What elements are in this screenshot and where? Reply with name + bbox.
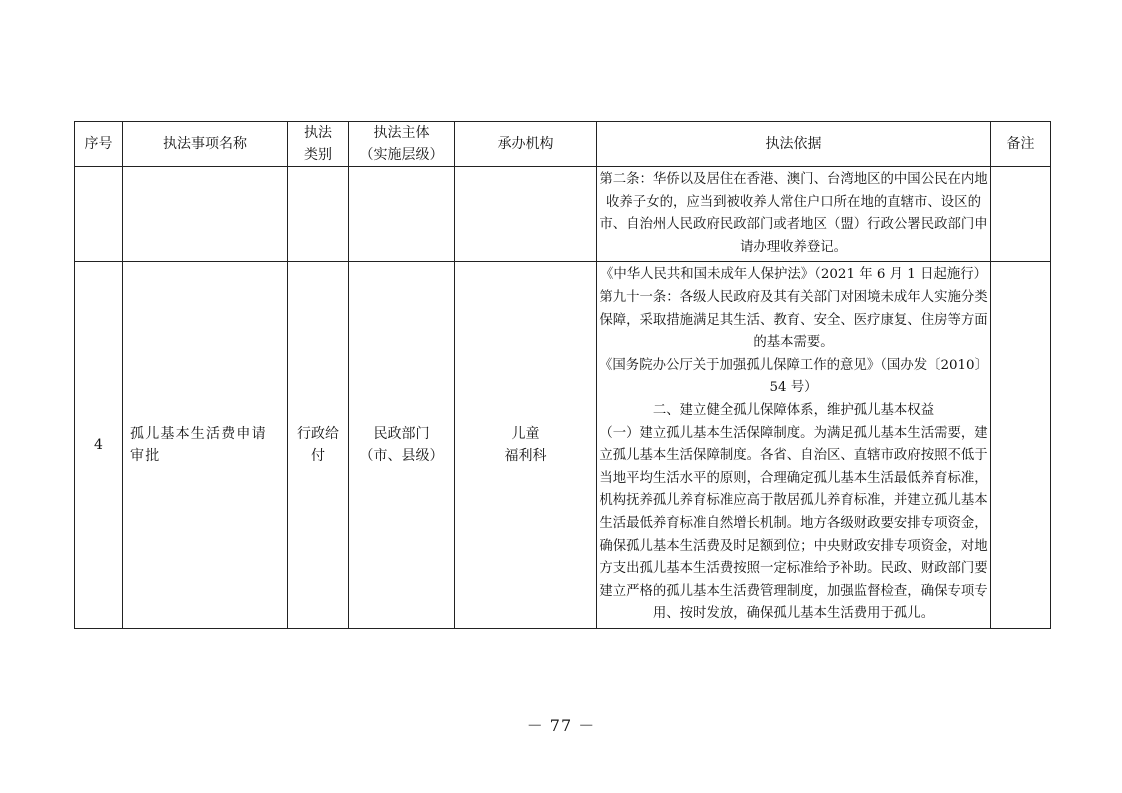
basis-paragraph: 第二条：华侨以及居住在香港、澳门、台湾地区的中国公民在内地收养子女的，应当到被收养人常住户口所在地的直辖市、设区的市、自治州人民政府民政部门或者地区（盟）行政公署民政部门申请办理收养登记。 — [599, 172, 988, 255]
header-subject — [349, 122, 455, 167]
subject-line2: （市、县级） — [359, 448, 444, 465]
basis-paragraph-article-91: 第九十一条：各级人民政府及其有关部门对困境未成年人实施分类保障，采取措施满足其生活、教育、安全、医疗康复、住房等方面的基本需要。 — [599, 289, 988, 351]
header-basis: 执法依据 — [597, 122, 991, 167]
cell-basis — [597, 262, 991, 629]
basis-paragraph-section-2: 二、建立健全孤儿保障体系，维护孤儿基本权益 — [652, 402, 935, 418]
department-line2: 福利科 — [504, 448, 547, 465]
header-item-name: 执法事项名称 — [123, 122, 288, 167]
cell-item-name: 孤儿基本生活费申请审批 — [123, 262, 288, 629]
header-remark: 备注 — [991, 122, 1051, 167]
cell-remark — [991, 262, 1051, 629]
enforcement-items-table — [74, 121, 1051, 629]
table-row-4 — [75, 262, 1051, 629]
department-line1: 儿童 — [511, 426, 540, 443]
table-row-continuation — [75, 167, 1051, 262]
cell-subject-empty — [349, 167, 455, 262]
header-subject-line2: （实施层级） — [359, 147, 444, 163]
table-header-row — [75, 122, 1051, 167]
cell-basis-continuation — [597, 167, 991, 262]
cell-department — [455, 262, 597, 629]
cell-seq: 4 — [75, 262, 123, 629]
cell-remark-empty — [991, 167, 1051, 262]
basis-paragraph-section-2-1: （一）建立孤儿基本生活保障制度。为满足孤儿基本生活需要，建立孤儿基本生活保障制度。各省、自治区、直辖市政府按照不低于当地平均生活水平的原则，合理确定孤儿基本生活最低养育标准，机构抚养孤儿养育标准应高于散居孤儿养育标准，并建立孤儿基本生活最低养育标准自然增长机制。地方各级财政要安排专项资金，确保孤儿基本生活费及时足额到位；中央财政安排专项资金，对地方支出孤儿基本生活费按照一定标准给予补助。民政、财政部门要建立严格的孤儿基本生活费管理制度，加强监督检查，确保专项专用、按时发放，确保孤儿基本生活费用于孤儿。 — [599, 425, 988, 622]
header-category-line1: 执法 — [304, 125, 332, 141]
header-subject-line1: 执法主体 — [373, 125, 430, 141]
basis-paragraph-law-title: 《中华人民共和国未成年人保护法》（2021 年 6 月 1 日起施行） — [599, 267, 988, 283]
subject-line1: 民政部门 — [373, 426, 430, 443]
cell-category — [288, 262, 349, 629]
cell-seq-empty — [75, 167, 123, 262]
basis-paragraph-opinion-title: 《国务院办公厅关于加强孤儿保障工作的意见》（国办发〔2010〕54 号） — [599, 357, 988, 396]
header-category-line2: 类别 — [304, 147, 332, 163]
header-seq: 序号 — [75, 122, 123, 167]
cell-department-empty — [455, 167, 597, 262]
category-line2: 付 — [311, 448, 325, 465]
header-category — [288, 122, 349, 167]
header-department: 承办机构 — [455, 122, 597, 167]
cell-item-name-empty — [123, 167, 288, 262]
category-line1: 行政给 — [297, 426, 339, 443]
cell-category-empty — [288, 167, 349, 262]
page-number: － 77 － — [526, 716, 596, 735]
cell-subject — [349, 262, 455, 629]
